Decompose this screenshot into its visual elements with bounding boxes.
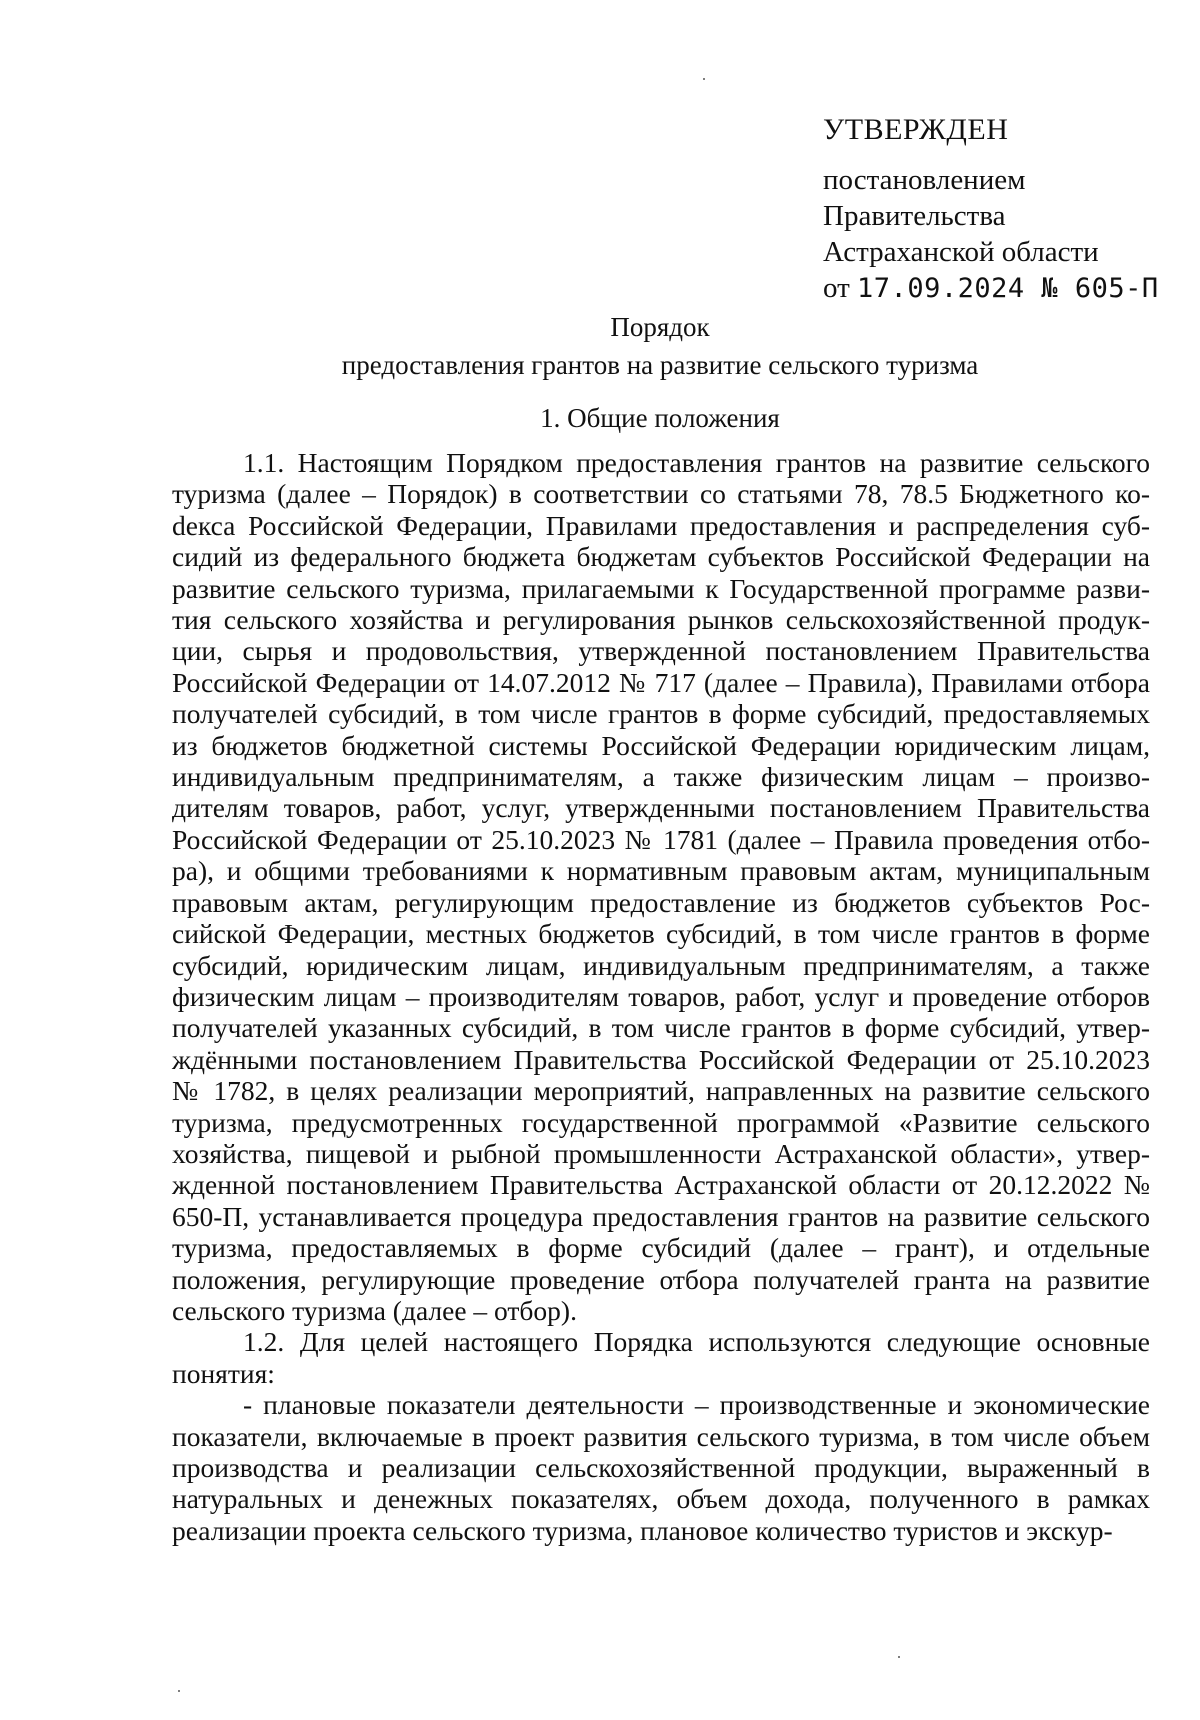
definition-bullet: - плановые показатели деятельности – производственные и экономические показатели, включаемые в проект развития сельского туризма, в том числе объем производства и реализации сельскохозяйственной продукции, выраженный в натуральных и денежных показателях, объем дохода, полученного в рамках реализации проекта сельского туризма, плановое количество туристов и экскур- (172, 1389, 1150, 1546)
document-title-line-1: Порядок (610, 312, 710, 342)
scan-speck (703, 78, 705, 80)
section-heading: 1. Общие положения (540, 403, 780, 433)
scan-speck (178, 1690, 180, 1692)
approval-date-stamp: 17.09.2024 № 605-П (857, 273, 1159, 304)
paragraph-1-2: 1.2. Для целей настоящего Порядка используются следующие основные понятия: (172, 1326, 1150, 1389)
approval-heading: УТВЕРЖДЕН (823, 113, 1009, 146)
approval-date-line (823, 270, 1159, 307)
document-title (170, 308, 1150, 384)
approval-line-government: Правительства (823, 200, 1006, 232)
approval-date-prefix: от (823, 272, 858, 304)
document-body (172, 447, 1150, 1546)
scan-speck (898, 1656, 900, 1658)
document-title-line-2: предоставления грантов на развитие сельского туризма (341, 350, 979, 380)
paragraph-1-1: 1.1. Настоящим Порядком предоставления грантов на развитие сельского туризма (далее – Порядок) в соответствии со статьями 78, 78.5 Бюджетного коdекса Российской Федерации, Правилами предоставления и распределения субсидий из федерального бюджета бюджетам субъектов Российской Федерации на развитие сельского туризма, прилагаемыми к Государственной программе развития сельского хозяйства и регулирования рынков сельскохозяйственной продукции, сырья и продовольствия, утвержденной постановлением Правительства Российской Федерации от 14.07.2012 № 717 (далее – Правила), Правилами отбора получателей субсидий, в том числе грантов в форме субсидий, предоставляемых из бюджетов бюджетной системы Российской Федерации юридическим лицам, индивидуальным предпринимателям, а также физическим лицам – производителям товаров, работ, услуг, утвержденными постановлением Правительства Российской Федерации от 25.10.2023 № 1781 (далее – Правила проведения отбора), и общими требованиями к нормативным правовым актам, муниципальным правовым актам, регулирующим предоставление из бюджетов субъектов Российской Федерации, местных бюджетов субсидий, в том числе грантов в форме субсидий, юридическим лицам, индивидуальным предпринимателям, а также физическим лицам – производителям товаров, работ, услуг и проведение отборов получателей указанных субсидий, в том числе грантов в форме субсидий, утверждёнными постановлением Правительства Российской Федерации от 25.10.2023 № 1782, в целях реализации мероприятий, направленных на развитие сельского туризма, предусмотренных государственной программой «Развитие сельского хозяйства, пищевой и рыбной промышленности Астраханской области», утвержденной постановлением Правительства Астраханской области от 20.12.2022 № 650-П, устанавливается процедура предоставления грантов на развитие сельского туризма, предоставляемых в форме субсидий (далее – грант), и отдельные положения, регулирующие проведение отбора получателей гранта на развитие сельского туризма (далее – отбор). (172, 447, 1150, 1326)
approval-line-region: Астраханской области (823, 236, 1099, 268)
approval-block (823, 112, 1159, 307)
approval-line-resolution: постановлением (823, 164, 1026, 196)
